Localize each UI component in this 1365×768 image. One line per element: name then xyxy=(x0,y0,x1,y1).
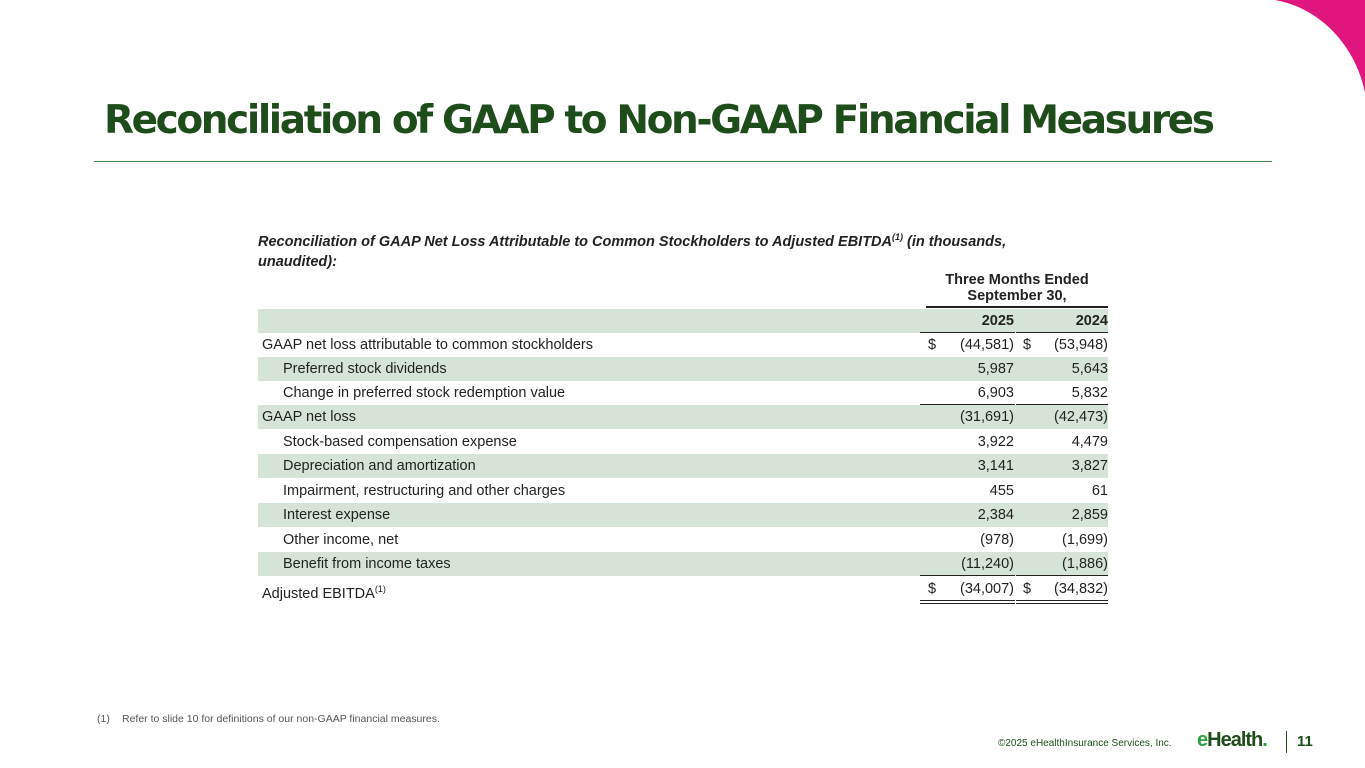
period-line-1: Three Months Ended xyxy=(945,272,1089,288)
total-overline-2025 xyxy=(920,575,1015,576)
period-line-2: September 30, xyxy=(967,288,1067,304)
logo-wordmark: Health xyxy=(1207,729,1263,751)
value-2024: 61 xyxy=(1091,483,1108,499)
footnote-text: Refer to slide 10 for definitions of our non-GAAP financial measures. xyxy=(122,713,440,725)
row-label: Stock-based compensation expense xyxy=(283,434,517,450)
total-double-underline-2024-b xyxy=(1016,603,1108,604)
value-2024: (1,699) xyxy=(1062,532,1108,548)
row-label: Other income, net xyxy=(283,532,399,548)
table-row xyxy=(258,381,1108,405)
table-caption xyxy=(258,227,1078,272)
currency-symbol: $ xyxy=(928,581,937,597)
row-label: GAAP net loss xyxy=(262,409,357,425)
value-2025: (31,691) xyxy=(959,409,1014,425)
caption-tail: (in thousands, unaudited): xyxy=(258,233,1007,270)
total-footnote-ref: (1) xyxy=(374,584,386,594)
value-2024: 2,859 xyxy=(1071,507,1108,523)
corner-accent-arc xyxy=(1275,0,1365,92)
column-header-2024: 2024 xyxy=(1075,313,1108,329)
period-header xyxy=(926,272,1108,304)
logo-dot: . xyxy=(1262,729,1267,751)
total-label: Adjusted EBITDA xyxy=(262,585,375,602)
total-double-underline-2025-a xyxy=(920,600,1015,601)
table-row-total xyxy=(258,577,1108,601)
table-row xyxy=(258,479,1108,503)
currency-symbol: $ xyxy=(928,337,937,353)
footnote-marker: (1) xyxy=(97,713,110,725)
row-label: Depreciation and amortization xyxy=(283,458,476,474)
table-row xyxy=(258,503,1108,527)
currency-symbol: $ xyxy=(1023,337,1032,353)
total-overline-2024 xyxy=(1016,575,1108,576)
value-2025: (44,581) xyxy=(959,337,1014,353)
table-row xyxy=(258,357,1108,381)
logo-e: e xyxy=(1197,729,1208,751)
value-2024: (53,948) xyxy=(1053,337,1108,353)
row-label: Interest expense xyxy=(283,507,391,523)
table-row xyxy=(258,528,1108,552)
value-2024: (1,886) xyxy=(1062,556,1108,572)
row-label-total xyxy=(262,577,386,606)
value-2025: 3,922 xyxy=(977,434,1014,450)
slide-title: Reconciliation of GAAP to Non-GAAP Financial Measures xyxy=(104,98,1213,143)
footer-divider xyxy=(1286,731,1287,753)
value-2025: 455 xyxy=(989,483,1014,499)
value-2024: (42,473) xyxy=(1053,409,1108,425)
row-label: Preferred stock dividends xyxy=(283,361,447,377)
total-value-2025: (34,007) xyxy=(959,581,1014,597)
row-label: GAAP net loss attributable to common stockholders xyxy=(262,337,593,353)
table-row xyxy=(258,333,1108,357)
value-2025: (978) xyxy=(980,532,1014,548)
footnote xyxy=(97,713,440,725)
value-2024: 5,832 xyxy=(1071,385,1108,401)
currency-symbol: $ xyxy=(1023,581,1032,597)
value-2024: 5,643 xyxy=(1071,361,1108,377)
value-2024: 4,479 xyxy=(1071,434,1108,450)
value-2025: 3,141 xyxy=(977,458,1014,474)
total-value-2024: (34,832) xyxy=(1053,581,1108,597)
year-header-row xyxy=(258,309,1108,333)
table-row xyxy=(258,552,1108,576)
caption-main: Reconciliation of GAAP Net Loss Attributable to Common Stockholders to Adjusted EBITDA xyxy=(258,233,892,250)
value-2025: 2,384 xyxy=(977,507,1014,523)
total-double-underline-2024-a xyxy=(1016,600,1108,601)
column-header-2025: 2025 xyxy=(981,313,1014,329)
table-row xyxy=(258,454,1108,478)
page-number: 11 xyxy=(1297,733,1313,750)
row-label: Change in preferred stock redemption value xyxy=(283,385,566,401)
value-2024: 3,827 xyxy=(1071,458,1108,474)
copyright-text: ©2025 eHealthInsurance Services, Inc. xyxy=(998,738,1172,749)
value-2025: 6,903 xyxy=(977,385,1014,401)
row-label: Benefit from income taxes xyxy=(283,556,451,572)
ehealth-logo xyxy=(1197,729,1267,752)
row-label: Impairment, restructuring and other charges xyxy=(283,483,566,499)
total-double-underline-2025-b xyxy=(920,603,1015,604)
title-divider xyxy=(94,161,1272,162)
value-2025: 5,987 xyxy=(977,361,1014,377)
period-header-rule xyxy=(926,306,1108,308)
value-2025: (11,240) xyxy=(961,556,1014,572)
caption-footnote-ref: (1) xyxy=(892,232,903,242)
table-row xyxy=(258,430,1108,454)
table-row xyxy=(258,405,1108,429)
